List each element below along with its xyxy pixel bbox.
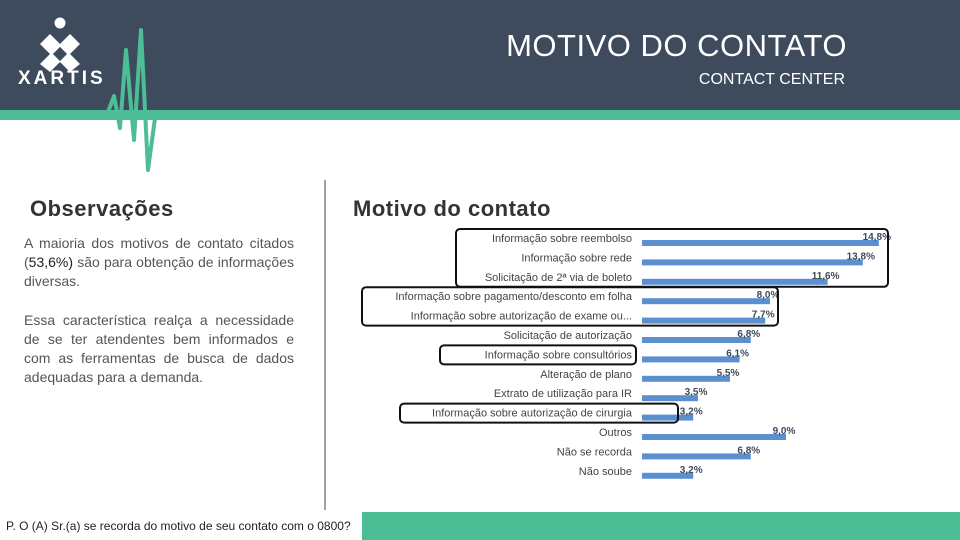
value-label-11: 6,8% — [737, 445, 761, 457]
value-label-1: 13,8% — [846, 251, 875, 263]
category-label-11: Não se recorda — [556, 446, 632, 459]
bar-10 — [642, 434, 786, 440]
value-label-6: 6,1% — [726, 348, 749, 360]
page-title: MOTIVO DO CONTATO — [506, 28, 847, 63]
category-label-8: Extrato de utilização para IR — [493, 388, 632, 401]
category-label-0: Informação sobre reembolso — [491, 233, 632, 245]
vertical-divider — [324, 180, 326, 510]
logo-text: XARTIS — [18, 68, 106, 89]
value-label-9: 3,2% — [679, 406, 703, 418]
category-label-6: Informação sobre consultórios — [484, 349, 632, 362]
value-label-0: 14,8% — [862, 232, 891, 243]
bar-6 — [642, 356, 740, 362]
value-label-12: 3,2% — [679, 464, 703, 476]
bar-4 — [642, 318, 765, 324]
category-label-7: Alteração de plano — [540, 368, 632, 381]
chart-title: Motivo do contato — [353, 196, 551, 221]
value-label-7: 5,5% — [716, 367, 740, 379]
observations-title: Observações — [30, 196, 174, 221]
value-label-5: 6,8% — [737, 329, 761, 340]
page-subtitle: CONTACT CENTER — [698, 71, 845, 88]
observations-paragraph-1 — [24, 234, 294, 291]
value-label-2: 11,6% — [811, 270, 840, 282]
bar-1 — [642, 259, 863, 265]
observations-paragraph-2: Essa característica realça a necessidade de se ter atendentes bem informados e com as ferramentas de busca de dados adequadas para a demanda. — [24, 312, 294, 385]
observations-text-a: A maioria dos motivos de contato citados ( — [24, 235, 294, 270]
footer-bar — [0, 512, 960, 540]
value-label-4: 7,7% — [751, 309, 775, 321]
motivo-bar-chart — [360, 226, 960, 496]
category-label-10: Outros — [598, 427, 632, 439]
bar-5 — [642, 337, 751, 343]
category-label-3: Informação sobre pagamento/desconto em folha — [395, 291, 632, 304]
header-stripe — [0, 110, 960, 120]
category-label-1: Informação sobre rede — [521, 252, 632, 265]
category-label-12: Não soube — [578, 465, 632, 478]
survey-question: P. O (A) Sr.(a) se recorda do motivo de seu contato com o 0800? — [0, 512, 362, 540]
bar-11 — [642, 453, 751, 459]
category-label-5: Solicitação de autorização — [503, 330, 632, 342]
value-label-10: 9,0% — [772, 426, 796, 437]
bar-3 — [642, 298, 770, 304]
value-label-8: 3,5% — [684, 387, 708, 399]
observations-text-c: são para obtenção de informações diversas. — [24, 254, 294, 289]
category-label-9: Informação sobre autorização de cirurgia — [432, 407, 632, 420]
observations-highlight: 53,6%) — [28, 254, 74, 270]
category-label-2: Solicitação de 2ª via de boleto — [484, 271, 632, 284]
bar-0 — [642, 240, 879, 246]
category-label-4: Informação sobre autorização de exame ou... — [410, 310, 632, 323]
bar-2 — [642, 279, 828, 285]
value-label-3: 8,0% — [756, 290, 780, 302]
